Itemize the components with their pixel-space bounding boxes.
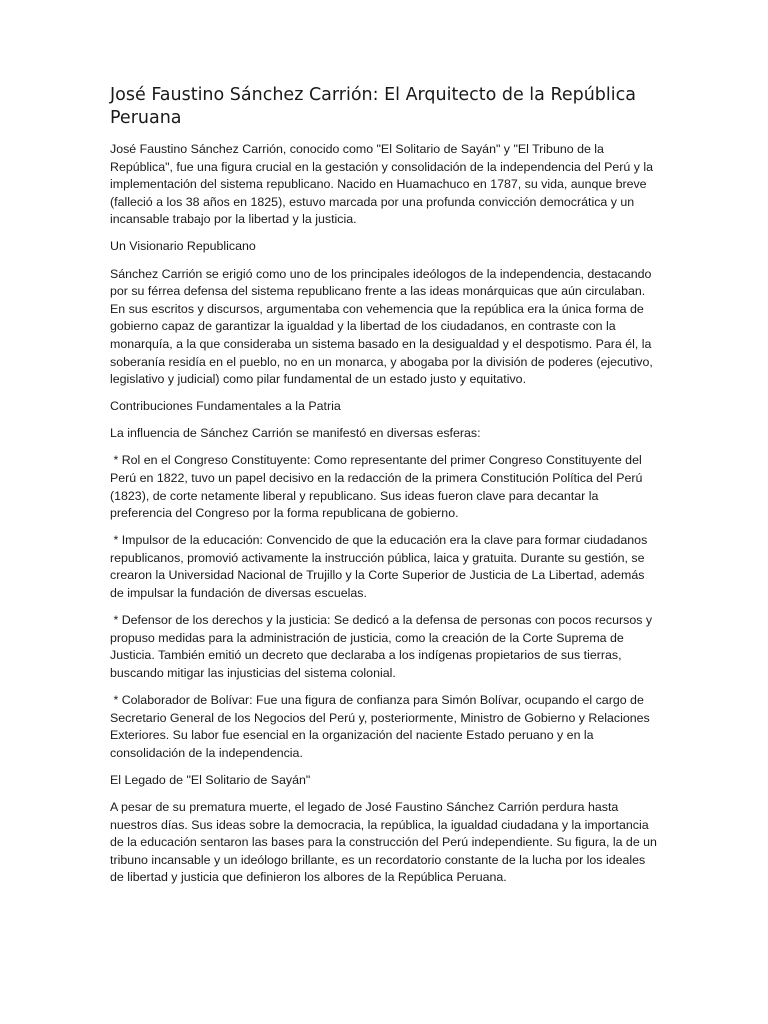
section-lead-contribuciones: La influencia de Sánchez Carrión se manifestó en diversas esferas: — [110, 426, 481, 441]
bullet-item-congreso — [110, 452, 658, 522]
bullet-text: Colaborador de Bolívar: Fue una figura de confianza para Simón Bolívar, ocupando el cargo de Secretario General de los Negocios del Perú y, posteriormente, Ministro de Gobierno y Relaciones Exteriores. Su labor fue esencial en la organización del naciente Estado peruano y en la consolidación de la independencia. — [110, 693, 650, 760]
document-page — [110, 84, 658, 896]
bullet-mark: * — [110, 613, 122, 628]
bullet-text: Defensor de los derechos y la justicia: Se dedicó a la defensa de personas con pocos recursos y propuso medidas para la administración de justicia, como la creación de la Corte Suprema de Justicia. También emitió un decreto que declaraba a los indígenas propietarios de sus tierras, buscando mitigar las injusticias del sistema colonial. — [110, 613, 653, 680]
bullet-item-educacion — [110, 532, 658, 602]
section-heading-legado: El Legado de "El Solitario de Sayán" — [110, 772, 311, 787]
bullet-item-justicia — [110, 612, 658, 682]
bullet-mark: * — [110, 693, 122, 708]
section-body-visionario: Sánchez Carrión se erigió como uno de los principales ideólogos de la independencia, destacando por su férrea defensa del sistema republicano frente a las ideas monárquicas que aún circulaban. En sus escritos y discursos, argumentaba con vehemencia que la república era la única forma de gobierno capaz de garantizar la igualdad y la libertad de los ciudadanos, en contraste con la monarquía, a la que consideraba un sistema basado en la desigualdad y el despotismo. Para él, la soberanía residía en el pueblo, no en un monarca, y abogaba por la división de poderes (ejecutivo, legislativo y judicial) como pilar fundamental de un estado justo y equitativo. — [110, 266, 653, 387]
bullet-mark: * — [110, 453, 122, 468]
section-heading-visionario: Un Visionario Republicano — [110, 239, 256, 254]
bullet-item-bolivar — [110, 692, 658, 762]
section-body-legado: A pesar de su prematura muerte, el legado de José Faustino Sánchez Carrión perdura hasta nuestros días. Sus ideas sobre la democracia, la república, la igualdad ciudadana y la importancia de la educación sentaron las bases para la construcción del Perú independiente. Su figura, la de un tribuno incansable y un ideólogo brillante, es un recordatorio constante de la lucha por los ideales de libertad y justicia que definieron los albores de la República Peruana. — [110, 800, 657, 885]
bullet-text: Impulsor de la educación: Convencido de que la educación era la clave para formar ciudadanos republicanos, promovió activamente la instrucción pública, laica y gratuita. Durante su gestión, se crearon la Universidad Nacional de Trujillo y la Corte Superior de Justicia de La Libertad, además de impulsar la fundación de diversas escuelas. — [110, 533, 648, 601]
intro-paragraph: José Faustino Sánchez Carrión, conocido como "El Solitario de Sayán" y "El Tribuno de la República", fue una figura crucial en la gestación y consolidación de la independencia del Perú y la implementación del sistema republicano. Nacido en Huamachuco en 1787, su vida, aunque breve (falleció a los 38 años en 1825), estuvo marcada por una profunda convicción democrática y un incansable trabajo por la libertad y la justicia. — [110, 142, 654, 227]
document-title: José Faustino Sánchez Carrión: El Arquitecto de la República Peruana — [110, 85, 636, 128]
section-heading-contribuciones: Contribuciones Fundamentales a la Patria — [110, 399, 341, 414]
bullet-text: Rol en el Congreso Constituyente: Como representante del primer Congreso Constituyente del Perú en 1822, tuvo un papel decisivo en la redacción de la primera Constitución Política del Perú (1823), de corte netamente liberal y republicano. Sus ideas fueron clave para decantar la preferencia del Congreso por la forma republicana de gobierno. — [110, 453, 643, 521]
bullet-mark: * — [110, 533, 122, 548]
